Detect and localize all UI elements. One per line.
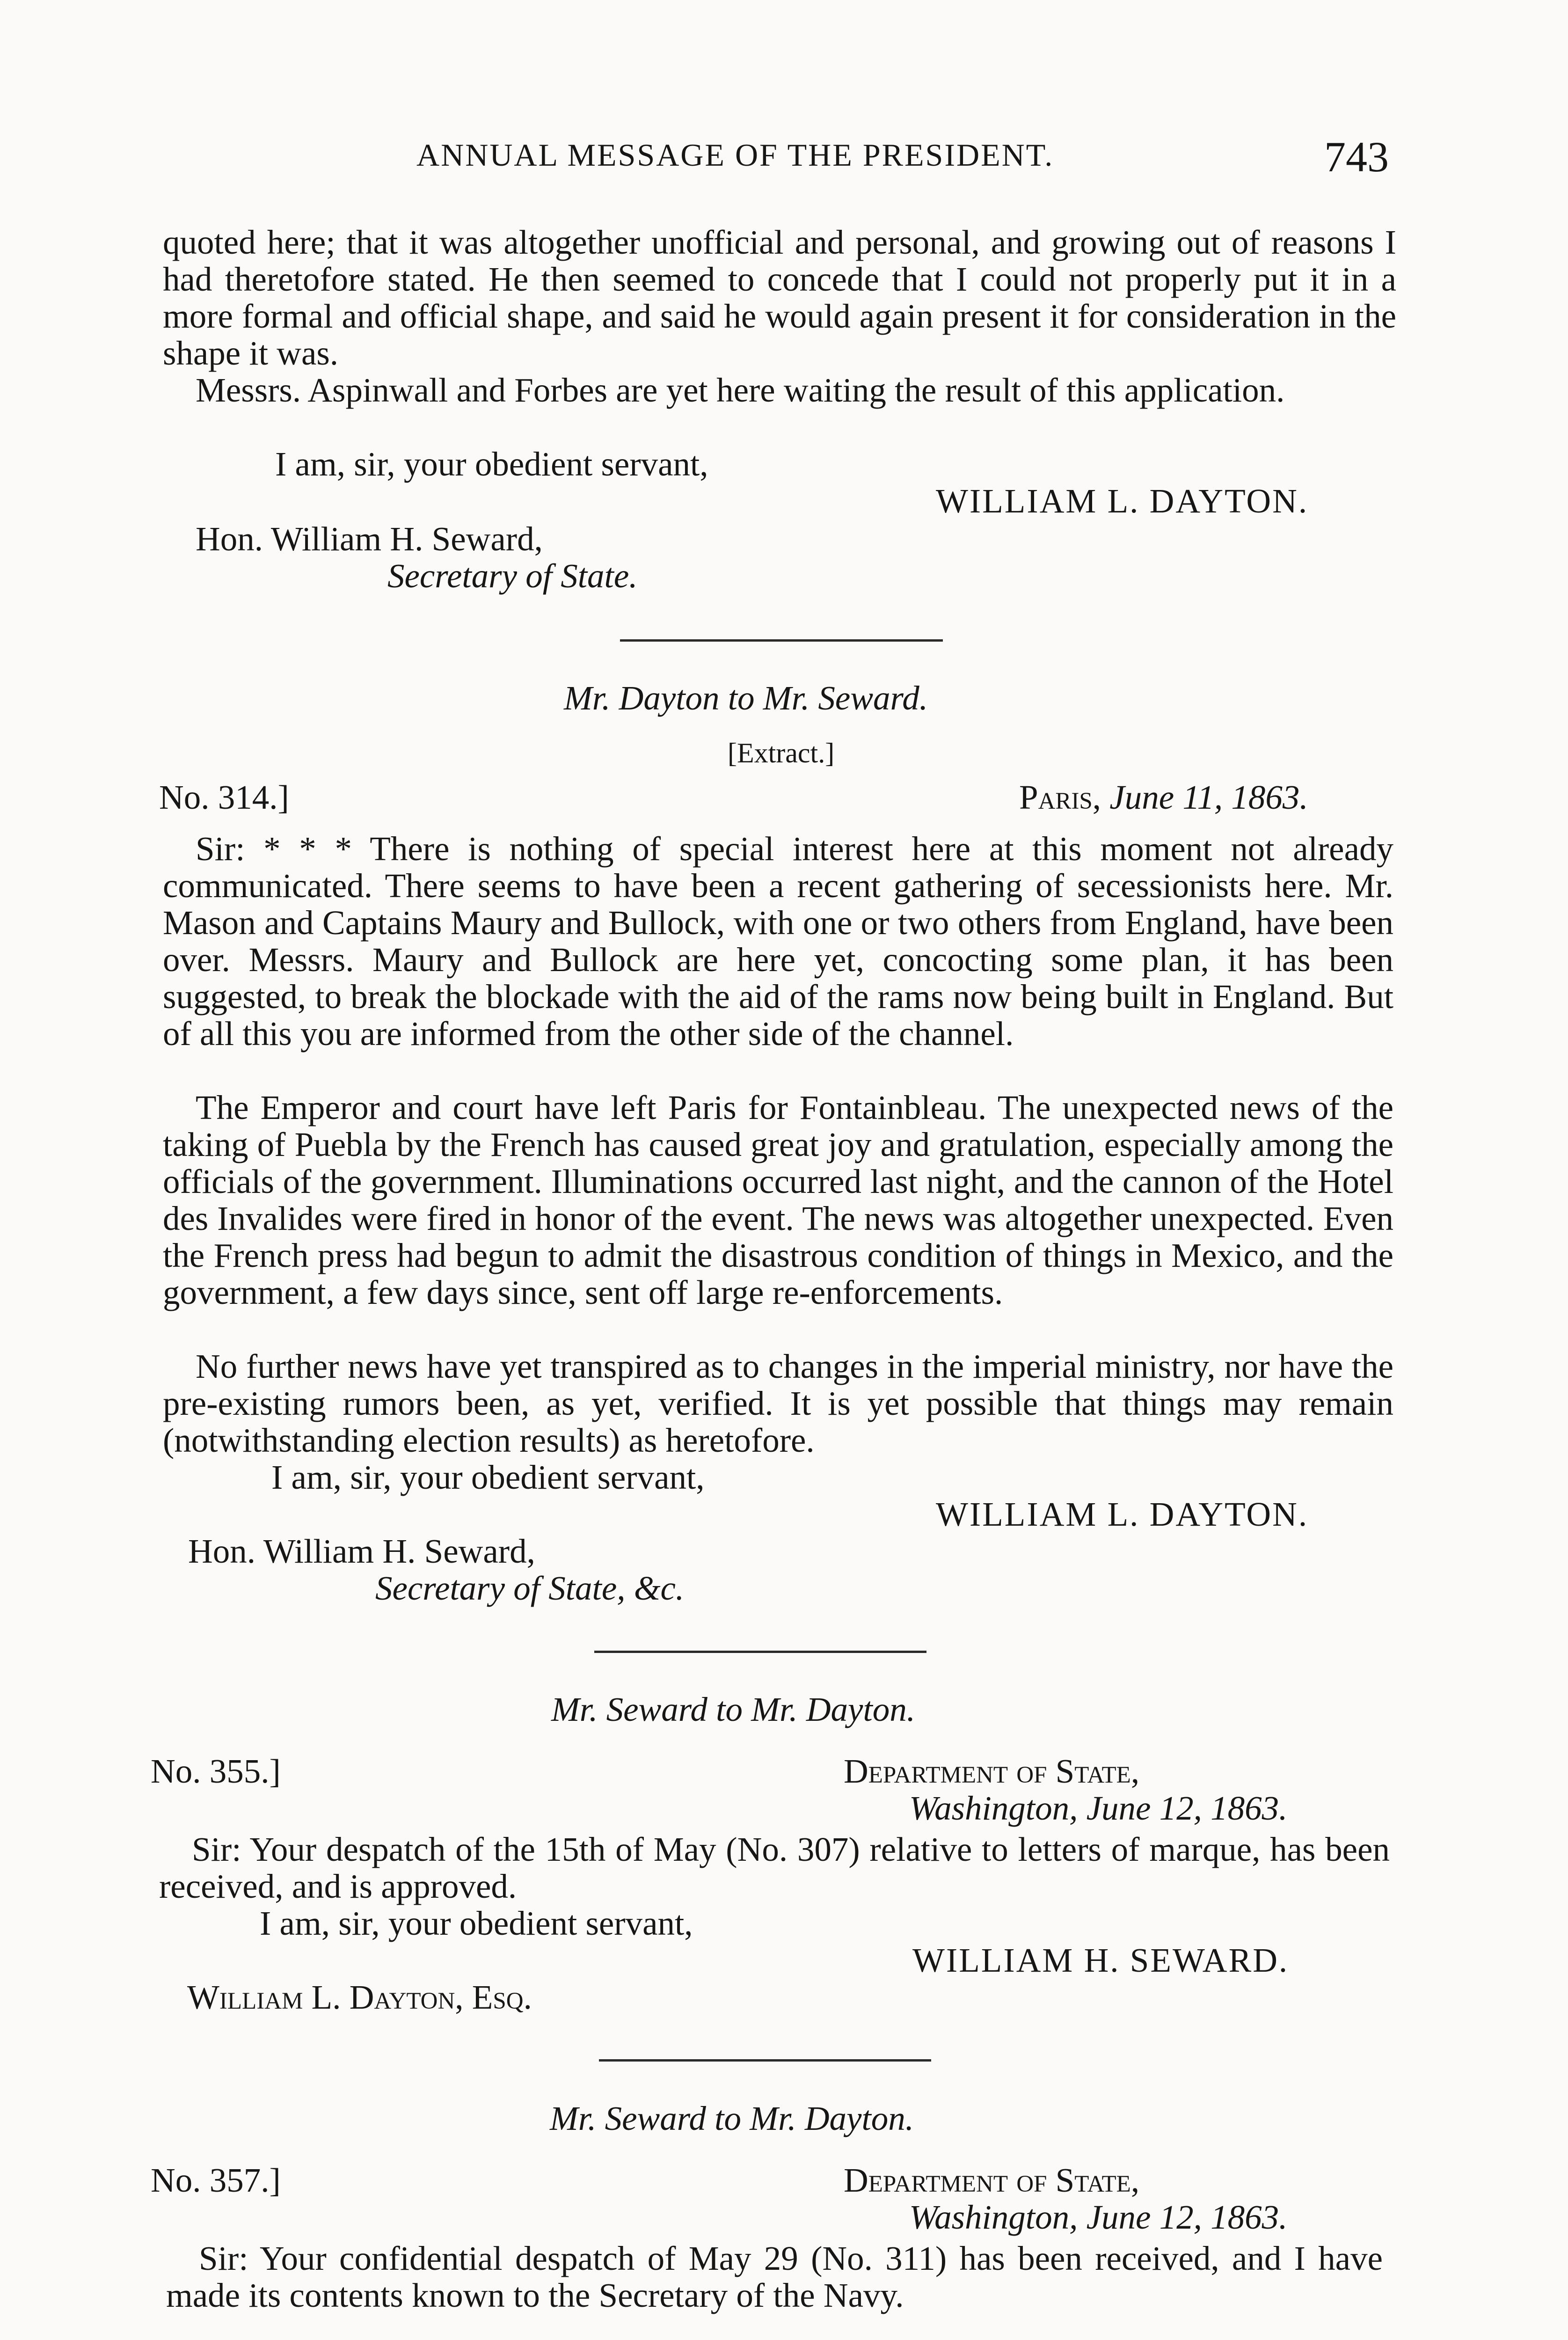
letter-b-extract-note: [Extract.] bbox=[728, 738, 835, 768]
letter-d-department: Department of State, bbox=[844, 2161, 1140, 2199]
letter-d-body: Sir: Your confidential despatch of May 29 (No. 311) has been received, and I have made its contents known to the Secretary of the Navy. bbox=[166, 2239, 1383, 2314]
letter-c-number: No. 355.] bbox=[151, 1752, 281, 1790]
letter-a-closing: I am, sir, your obedient servant, bbox=[275, 445, 708, 483]
letter-c-dateline: Washington, June 12, 1863. bbox=[909, 1789, 1288, 1827]
section-divider bbox=[599, 2059, 931, 2062]
letter-b-closing: I am, sir, your obedient servant, bbox=[271, 1458, 705, 1496]
letter-b-paragraph-2: The Emperor and court have left Paris for Fontainbleau. The unexpected news of the taking of Puebla by the French has caused great joy and gratulation, especially among the officials of the government. Illuminations occurred last night, and the cannon of the Hotel des Invalides were fired in honor of the event. The news was altogether unexpected. Even the French press had begun to admit the disastrous condition of things in Mexico, and the government, a few days since, sent off large re-enforcements. bbox=[163, 1089, 1393, 1311]
running-title: ANNUAL MESSAGE OF THE PRESIDENT. bbox=[416, 137, 1054, 173]
letter-b-signature: WILLIAM L. DAYTON. bbox=[936, 1495, 1309, 1533]
letter-b-number: No. 314.] bbox=[159, 778, 289, 816]
letter-b-paragraph-3: No further news have yet transpired as to changes in the imperial ministry, nor have the pre-existing rumors been, as yet, verified. It is yet possible that things may remain (notwithstanding election results) as heretofore. bbox=[163, 1347, 1393, 1459]
letter-c-addressee: William L. Dayton, Esq. bbox=[187, 1978, 532, 2016]
page-number: 743 bbox=[1324, 133, 1389, 181]
letter-c-closing: I am, sir, your obedient servant, bbox=[260, 1904, 693, 1942]
letter-b-paragraph-1: Sir: * * * There is nothing of special interest here at this moment not already communicated. There seems to have been a recent gathering of secessionists here. Mr. Mason and Captains Maury and Bullock, with one or two others from England, have been over. Messrs. Maury and Bullock are here yet, concocting some plan, it has been suggested, to break the blockade with the aid of the rams now being built in England. But of all this you are informed from the other side of the channel. bbox=[163, 830, 1393, 1053]
letter-a-addressee-name: Hon. William H. Seward, bbox=[196, 520, 543, 558]
letter-c-heading: Mr. Seward to Mr. Dayton. bbox=[551, 1690, 915, 1728]
letter-d-dateline: Washington, June 12, 1863. bbox=[909, 2198, 1288, 2236]
letter-b-heading: Mr. Dayton to Mr. Seward. bbox=[564, 679, 928, 717]
section-divider bbox=[620, 639, 943, 642]
letter-c-signature: WILLIAM H. SEWARD. bbox=[912, 1941, 1289, 1979]
letter-b-dateline: Paris, June 11, 1863. bbox=[1019, 778, 1308, 816]
letter-a-paragraph-2: Messrs. Aspinwall and Forbes are yet here waiting the result of this application. bbox=[196, 371, 1285, 409]
letter-b-addressee-name: Hon. William H. Seward, bbox=[188, 1532, 535, 1570]
letter-a-continuation: quoted here; that it was altogether unofficial and personal, and growing out of reasons I had theretofore stated. He then seemed to concede that I could not properly put it in a more formal and official shape, and said he would again present it for consideration in the shape it was. bbox=[163, 223, 1396, 372]
letter-c-department: Department of State, bbox=[844, 1752, 1140, 1790]
letter-d-number: No. 357.] bbox=[151, 2161, 281, 2199]
section-divider bbox=[594, 1651, 926, 1653]
letter-b-addressee-title: Secretary of State, &c. bbox=[375, 1569, 685, 1607]
letter-c-body: Sir: Your despatch of the 15th of May (No. 307) relative to letters of marque, has been received, and is approved. bbox=[159, 1830, 1390, 1905]
letter-d-heading: Mr. Seward to Mr. Dayton. bbox=[550, 2099, 914, 2137]
letter-a-addressee-title: Secretary of State. bbox=[387, 557, 638, 595]
letter-a-signature: WILLIAM L. DAYTON. bbox=[936, 482, 1309, 520]
